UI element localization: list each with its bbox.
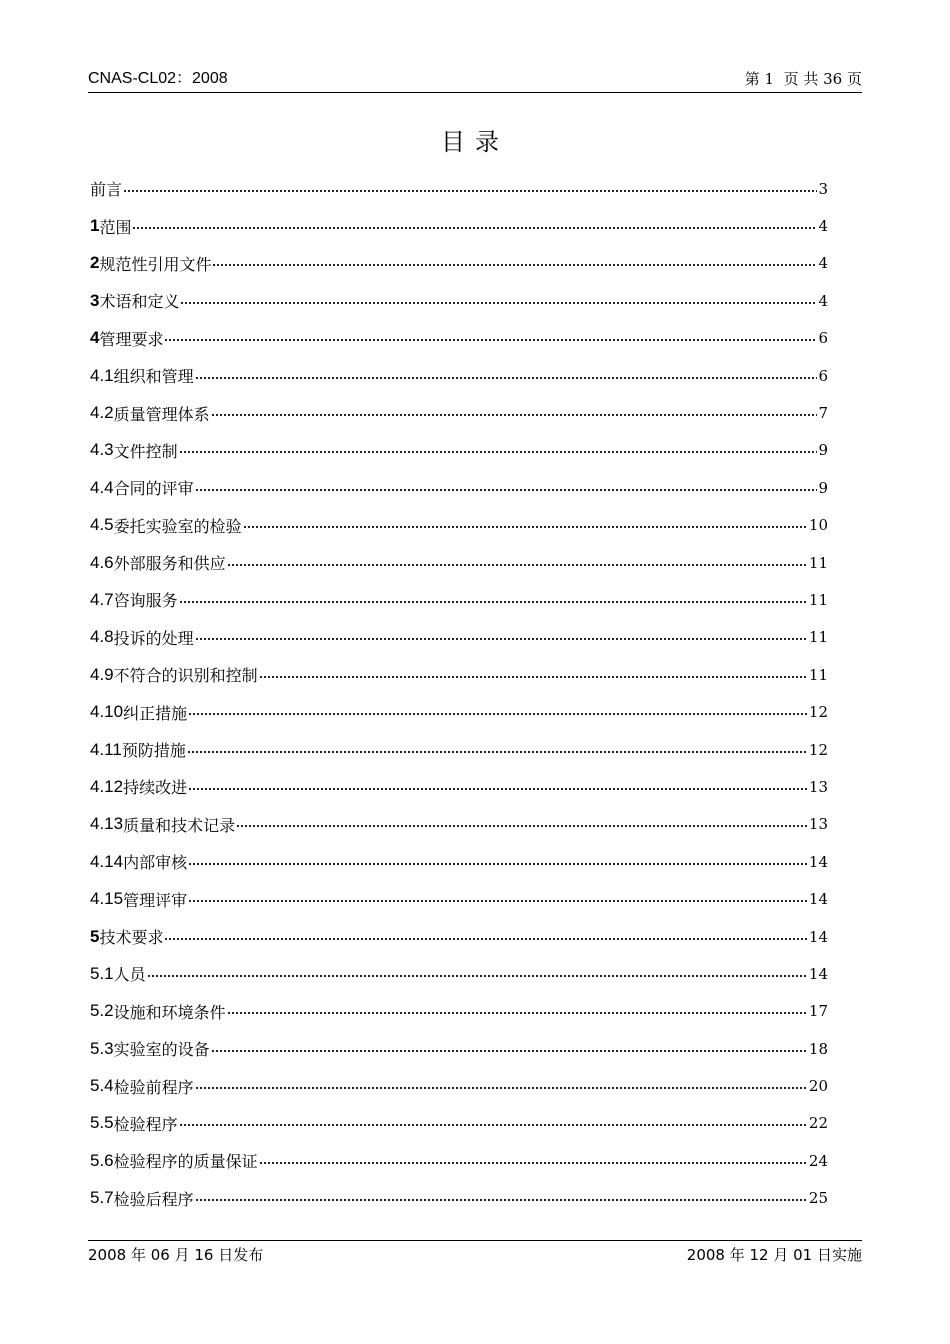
toc-entry[interactable] xyxy=(90,507,828,544)
toc-entry[interactable] xyxy=(90,880,828,917)
toc-entry-number: 5.5 xyxy=(90,1113,114,1133)
toc-entry-label: 文件控制 xyxy=(113,441,178,461)
toc-leader-dots xyxy=(132,227,817,229)
issue-date: 2008 年 06 月 16 日发布 xyxy=(88,1246,264,1264)
toc-entry-label: 实验室的设备 xyxy=(113,1040,210,1060)
page-footer xyxy=(88,1240,862,1265)
toc-entry-number: 4.11 xyxy=(90,739,122,759)
toc-leader-dots xyxy=(179,451,818,453)
toc-entry[interactable] xyxy=(90,731,828,768)
effective-date: 2008 年 12 月 01 日实施 xyxy=(686,1246,862,1264)
toc-entry-number: 4.2 xyxy=(90,403,114,423)
toc-entry-number: 4.8 xyxy=(90,627,114,647)
toc-entry[interactable] xyxy=(90,581,828,618)
toc-entry-page: 14 xyxy=(808,890,828,909)
toc-entry-label: 管理评审 xyxy=(123,890,188,910)
toc-entry-label: 质量和技术记录 xyxy=(123,815,236,835)
toc-leader-dots xyxy=(188,900,808,902)
toc-entry-number: 5.2 xyxy=(90,1001,114,1021)
toc-leader-dots xyxy=(188,788,808,790)
toc-entry-number: 5.4 xyxy=(90,1076,114,1096)
toc-entry-label: 投诉的处理 xyxy=(113,628,194,648)
toc-entry-number: 4.5 xyxy=(90,515,114,535)
toc-entry-page: 4 xyxy=(818,291,828,310)
page-header xyxy=(88,66,862,93)
toc-entry-page: 14 xyxy=(808,927,828,946)
toc-entry[interactable] xyxy=(90,768,828,805)
toc-entry-number: 5.3 xyxy=(90,1038,114,1058)
toc-entry-page: 25 xyxy=(808,1189,828,1208)
toc-entry-label: 合同的评审 xyxy=(113,479,194,499)
toc-entry-label: 外部服务和供应 xyxy=(113,554,226,574)
toc-leader-dots xyxy=(164,339,817,341)
toc-entry-page: 22 xyxy=(808,1114,828,1133)
toc-entry-page: 3 xyxy=(818,179,828,198)
toc-entry-page: 24 xyxy=(808,1151,828,1170)
toc-entry[interactable] xyxy=(90,918,828,955)
toc-leader-dots xyxy=(243,526,808,528)
toc-entry-number: 4 xyxy=(90,328,100,348)
toc-leader-dots xyxy=(212,264,817,266)
toc-entry-label: 委托实验室的检验 xyxy=(113,516,242,536)
toc-entry-page: 9 xyxy=(818,441,828,460)
toc-leader-dots xyxy=(227,1012,808,1014)
toc-entry[interactable] xyxy=(90,806,828,843)
toc-entry-number: 2 xyxy=(90,253,100,273)
toc-leader-dots xyxy=(188,863,808,865)
toc-entry[interactable] xyxy=(90,619,828,656)
toc-entry-label: 范围 xyxy=(99,217,132,237)
toc-entry-number: 3 xyxy=(90,290,100,310)
toc-entry[interactable] xyxy=(90,544,828,581)
toc-entry-page: 12 xyxy=(808,740,828,759)
toc-leader-dots xyxy=(195,1199,808,1201)
toc-entry[interactable] xyxy=(90,245,828,282)
toc-entry-label: 人员 xyxy=(113,965,146,985)
toc-entry-page: 11 xyxy=(808,553,828,572)
toc-entry[interactable] xyxy=(90,955,828,992)
toc-entry-label: 内部审核 xyxy=(123,853,188,873)
toc-entry-label: 组织和管理 xyxy=(113,367,194,387)
toc-entry-page: 13 xyxy=(808,815,828,834)
toc-leader-dots xyxy=(211,414,818,416)
toc-entry-label: 纠正措施 xyxy=(123,703,188,723)
toc-entry[interactable] xyxy=(90,1105,828,1142)
toc-leader-dots xyxy=(147,975,808,977)
toc-entry-number: 4.10 xyxy=(90,702,124,722)
toc-entry-number: 4.3 xyxy=(90,440,114,460)
toc-entry-number: 4.14 xyxy=(90,851,124,871)
toc-entry-page: 11 xyxy=(808,665,828,684)
toc-leader-dots xyxy=(195,1087,808,1089)
toc-entry-page: 12 xyxy=(808,703,828,722)
toc-entry-number: 4.4 xyxy=(90,477,114,497)
toc-entry-page: 20 xyxy=(808,1077,828,1096)
toc-entry-label: 质量管理体系 xyxy=(113,404,210,424)
toc-entry[interactable] xyxy=(90,1030,828,1067)
toc-entry-label: 咨询服务 xyxy=(113,591,178,611)
toc-entry[interactable] xyxy=(90,1180,828,1217)
toc-entry-label: 设施和环境条件 xyxy=(113,1002,226,1022)
toc-entry-number: 1 xyxy=(90,216,100,236)
toc-leader-dots xyxy=(179,601,808,603)
toc-entry-page: 11 xyxy=(808,590,828,609)
toc-entry-page: 14 xyxy=(808,852,828,871)
toc-leader-dots xyxy=(123,190,817,192)
toc-entry[interactable] xyxy=(90,693,828,730)
toc-entry-label: 检验后程序 xyxy=(113,1189,194,1209)
toc-entry-number: 5.7 xyxy=(90,1188,114,1208)
toc-entry-label: 预防措施 xyxy=(121,741,186,761)
toc-entry-label: 不符合的识别和控制 xyxy=(113,666,258,686)
toc-leader-dots xyxy=(259,1162,808,1164)
toc-leader-dots xyxy=(187,751,808,753)
toc-entry-page: 7 xyxy=(818,404,828,423)
toc-entry-number: 4.12 xyxy=(90,776,124,796)
toc-entry[interactable] xyxy=(90,394,828,431)
toc-entry-page: 17 xyxy=(808,1002,828,1021)
toc-entry-label: 检验前程序 xyxy=(113,1077,194,1097)
toc-entry-page: 6 xyxy=(818,366,828,385)
toc-entry-page: 18 xyxy=(808,1039,828,1058)
toc-leader-dots xyxy=(195,377,818,379)
toc-entry-number: 5.1 xyxy=(90,963,114,983)
toc-entry[interactable] xyxy=(90,843,828,880)
toc-entry[interactable] xyxy=(90,432,828,469)
toc-entry-label: 管理要求 xyxy=(99,329,164,349)
toc-entry[interactable] xyxy=(90,993,828,1030)
toc-entry-page: 4 xyxy=(818,217,828,236)
toc-entry-label: 检验程序 xyxy=(113,1114,178,1134)
toc-entry[interactable] xyxy=(90,1067,828,1104)
toc-entry-page: 11 xyxy=(808,628,828,647)
toc-entry-page: 9 xyxy=(818,478,828,497)
toc-entry-label: 检验程序的质量保证 xyxy=(113,1152,258,1172)
toc-entry[interactable] xyxy=(90,357,828,394)
toc-leader-dots xyxy=(164,938,807,940)
toc-entry-label: 技术要求 xyxy=(99,928,164,947)
toc-entry-page: 6 xyxy=(818,329,828,348)
toc-leader-dots xyxy=(180,302,817,304)
toc-entry[interactable] xyxy=(90,170,828,207)
toc-entry[interactable] xyxy=(90,469,828,506)
toc-entry-number: 4.7 xyxy=(90,589,114,609)
toc-entry[interactable] xyxy=(90,320,828,357)
toc-entry-number: 5.6 xyxy=(90,1150,114,1170)
toc-entry-label: 持续改进 xyxy=(123,778,188,798)
toc-entry-label: 规范性引用文件 xyxy=(99,254,212,274)
toc-entry-page: 4 xyxy=(818,254,828,273)
document-code: CNAS-CL02：2008 xyxy=(88,70,228,87)
toc-leader-dots xyxy=(179,1124,808,1126)
toc-entry-label: 术语和定义 xyxy=(99,292,180,312)
toc-entry-number: 4.1 xyxy=(90,365,114,385)
toc-entry-number: 5 xyxy=(90,926,100,946)
toc-entry[interactable] xyxy=(90,282,828,319)
page-number-info: 第 1 页 共 36 页 xyxy=(744,70,862,88)
toc-leader-dots xyxy=(259,676,808,678)
toc-leader-dots xyxy=(227,564,808,566)
toc-entry[interactable] xyxy=(90,1142,828,1179)
toc-entry-label: 前言 xyxy=(90,180,123,200)
toc-entry-page: 10 xyxy=(808,516,828,535)
toc-entry-page: 13 xyxy=(808,777,828,796)
toc-entry-page: 14 xyxy=(808,964,828,983)
toc-leader-dots xyxy=(236,825,808,827)
toc-entry-number: 4.13 xyxy=(90,814,124,834)
toc-title: 目录 xyxy=(441,128,509,156)
toc-entry[interactable] xyxy=(90,656,828,693)
toc-leader-dots xyxy=(195,489,818,491)
toc-leader-dots xyxy=(211,1050,808,1052)
toc-leader-dots xyxy=(195,638,808,640)
table-of-contents xyxy=(90,170,828,1217)
toc-entry-number: 4.6 xyxy=(90,552,114,572)
toc-entry-number: 4.15 xyxy=(90,889,124,909)
toc-entry-number: 4.9 xyxy=(90,664,114,684)
toc-entry[interactable] xyxy=(90,207,828,244)
toc-leader-dots xyxy=(188,713,808,715)
